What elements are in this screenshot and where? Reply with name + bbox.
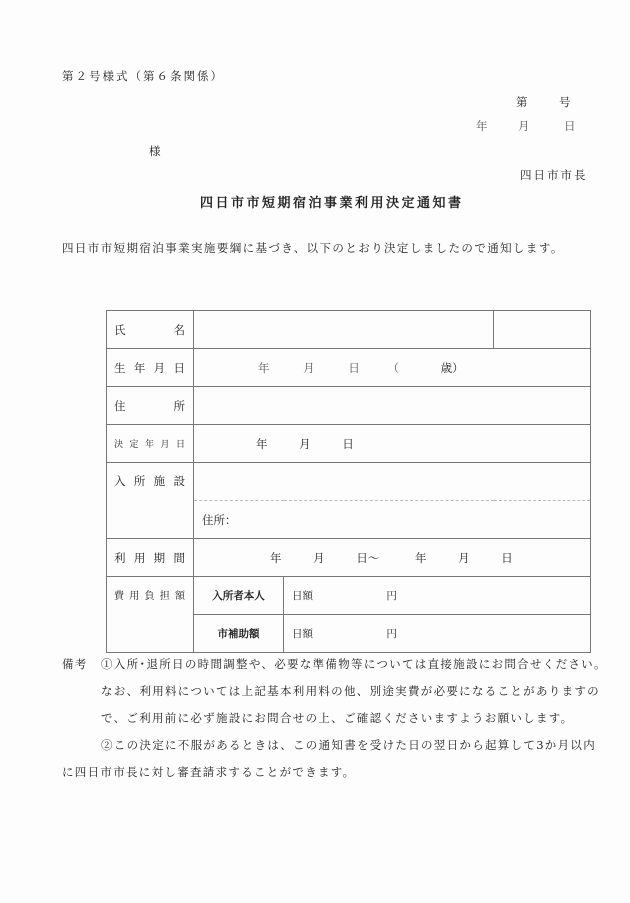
note-line-4: ②この決定に不服があるときは、この通知書を受けた日の翌日から起算して3か月以内	[101, 738, 597, 752]
row-period	[107, 539, 591, 577]
decision-form-table	[106, 310, 591, 653]
label-cost: 費 用 負 担 額	[114, 591, 185, 602]
notes-heading: 備考	[62, 657, 88, 671]
row-birthdate	[107, 349, 591, 387]
period-field[interactable]: 年 月 日～ 年 月 日	[194, 539, 591, 577]
note-line-3: で、ご利用前に必ず施設にお問合せの上、ご確認くださいますようお願いします。	[101, 711, 574, 725]
row-name	[107, 311, 591, 349]
cost-self-field[interactable]: 日額 円	[284, 577, 591, 615]
note-line-2: なお、利用料については上記基本利用料の他、別途実費が必要になることがありますの	[101, 684, 600, 698]
doc-number-prefix: 第	[516, 95, 528, 109]
cost-subsidy-field[interactable]: 日額 円	[284, 615, 591, 653]
row-cost-self	[107, 577, 591, 615]
facility-name-field[interactable]	[194, 463, 591, 501]
label-address: 住 所	[114, 398, 185, 413]
date-month: 月	[518, 119, 530, 133]
facility-address-field[interactable]: 住所：	[194, 501, 591, 539]
issuer: 四日市市長	[520, 168, 588, 182]
name-extra-field[interactable]	[494, 311, 591, 349]
birthdate-field[interactable]: 年 月 日 （ 歳）	[194, 349, 591, 387]
label-facility: 入 所 施 設	[114, 474, 185, 488]
address-field[interactable]	[194, 387, 591, 425]
row-decision-date	[107, 425, 591, 463]
note-line-1: ①入所･退所日の時間調整や、必要な準備物等については直接施設にお問合せください。	[101, 657, 607, 671]
date-year: 年	[476, 119, 488, 133]
label-birthdate: 生 年 月 日	[114, 360, 185, 375]
row-address	[107, 387, 591, 425]
intro-text: 四日市市短期宿泊事業実施要綱に基づき、以下のとおり決定しましたので通知します。	[62, 241, 564, 255]
note-line-5: に四日市市長に対し審査請求することができます。	[62, 765, 356, 779]
addressee-suffix: 様	[149, 144, 161, 158]
row-facility	[107, 463, 591, 501]
document-title: 四日市市短期宿泊事業利用決定通知書	[200, 196, 464, 211]
form-number: 第２号様式（第６条関係）	[62, 69, 224, 83]
label-decision-date: 決 定 年 月 日	[114, 440, 185, 450]
label-name: 氏 名	[114, 322, 185, 337]
cost-self-label: 入所者本人	[194, 577, 284, 615]
label-period: 利 用 期 間	[114, 550, 185, 565]
doc-number-suffix: 号	[559, 95, 571, 109]
date-day: 日	[564, 119, 576, 133]
cost-subsidy-label: 市補助額	[194, 615, 284, 653]
name-field[interactable]	[194, 311, 494, 349]
decision-date-field[interactable]: 年 月 日	[194, 425, 591, 463]
